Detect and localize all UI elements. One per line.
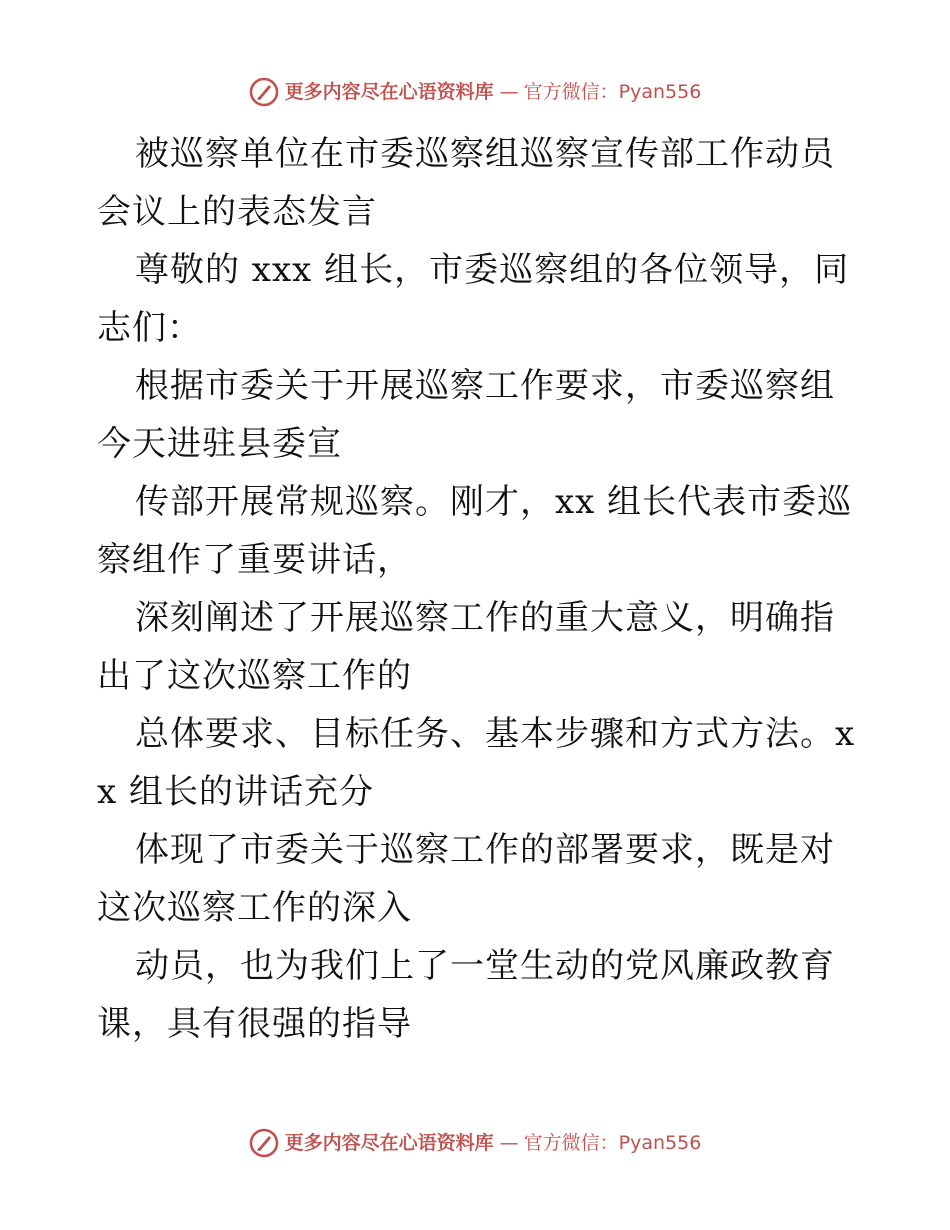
title-paragraph: 被巡察单位在市委巡察组巡察宣传部工作动员会议上的表态发言 [97,134,835,232]
salutation-paragraph: 尊敬的 xxx 组长，市委巡察组的各位领导，同志们： [97,250,850,348]
body-paragraph: 动员，也为我们上了一堂生动的党风廉政教育课，具有很强的指导 [97,946,835,1044]
body-paragraph: 根据市委关于开展巡察工作要求，市委巡察组今天进驻县委宣 [97,366,835,464]
body-paragraph: 体现了市委关于巡察工作的部署要求，既是对这次巡察工作的深入 [97,830,835,928]
quill-logo-icon [249,1128,279,1158]
body-paragraph: 总体要求、目标任务、基本步骤和方式方法。xx 组长的讲话充分 [97,714,856,812]
document-body [97,125,857,1053]
wechat-contact: 官方微信：Pyan556 [523,81,702,103]
body-paragraph: 深刻阐述了开展巡察工作的重大意义，明确指出了这次巡察工作的 [97,598,835,696]
header-banner [0,77,950,107]
footer-banner [0,1128,950,1158]
banner-separator: — [499,1132,518,1154]
banner-separator: — [499,81,518,103]
wechat-contact: 官方微信：Pyan556 [523,1132,702,1154]
body-paragraph: 传部开展常规巡察。刚才，xx 组长代表市委巡察组作了重要讲话， [97,482,853,580]
promo-text: 更多内容尽在心语资料库 [284,1132,494,1154]
promo-text: 更多内容尽在心语资料库 [284,81,494,103]
quill-logo-icon [249,77,279,107]
